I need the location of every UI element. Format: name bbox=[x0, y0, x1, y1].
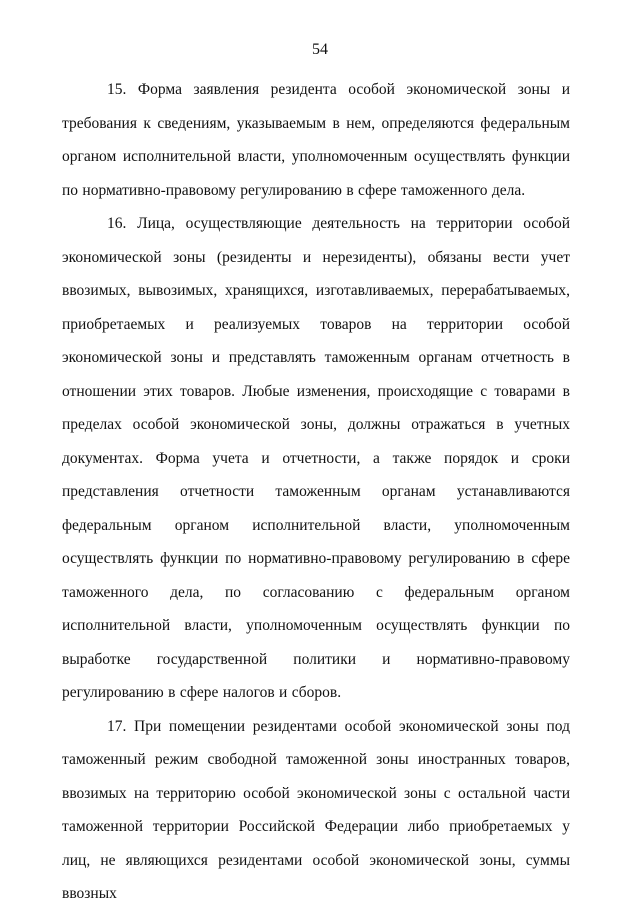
page-number: 54 bbox=[312, 41, 328, 58]
paragraph-15: 15. Форма заявления резидента особой экономической зоны и требования к сведениям, указываемым в нем, определяются федеральным органом исполнительной власти, уполномоченным осуществлять функции по нормативно-правовому регулированию в сфере таможенного дела. bbox=[62, 81, 570, 199]
document-body bbox=[62, 73, 570, 911]
paragraph-17: 17. При помещении резидентами особой экономической зоны под таможенный режим свободной таможенной зоны иностранных товаров, ввозимых на территорию особой экономической зоны с остальной части таможенной территории Российской Федерации либо приобретаемых у лиц, не являющихся резидентами особой экономической зоны, суммы ввозных bbox=[62, 717, 570, 902]
paragraph-16: 16. Лица, осуществляющие деятельность на территории особой экономической зоны (резиденты и нерезиденты), обязаны вести учет ввозимых, вывозимых, хранящихся, изготавливаемых, перерабатываемых, приобретаемых и реализуемых товаров на территории особой экономической зоны и представлять таможенным органам отчетность в отношении этих товаров. Любые изменения, происходящие с товарами в пределах особой экономической зоны, должны отражаться в учетных документах. Форма учета и отчетности, а также порядок и сроки представления отчетности таможенным органам устанавливаются федеральным органом исполнительной власти, уполномоченным осуществлять функции по нормативно-правовому регулированию в сфере таможенного дела, по согласованию с федеральным органом исполнительной власти, уполномоченным осуществлять функции по выработке государственной политики и нормативно-правовому регулированию в сфере налогов и сборов. bbox=[62, 215, 570, 701]
